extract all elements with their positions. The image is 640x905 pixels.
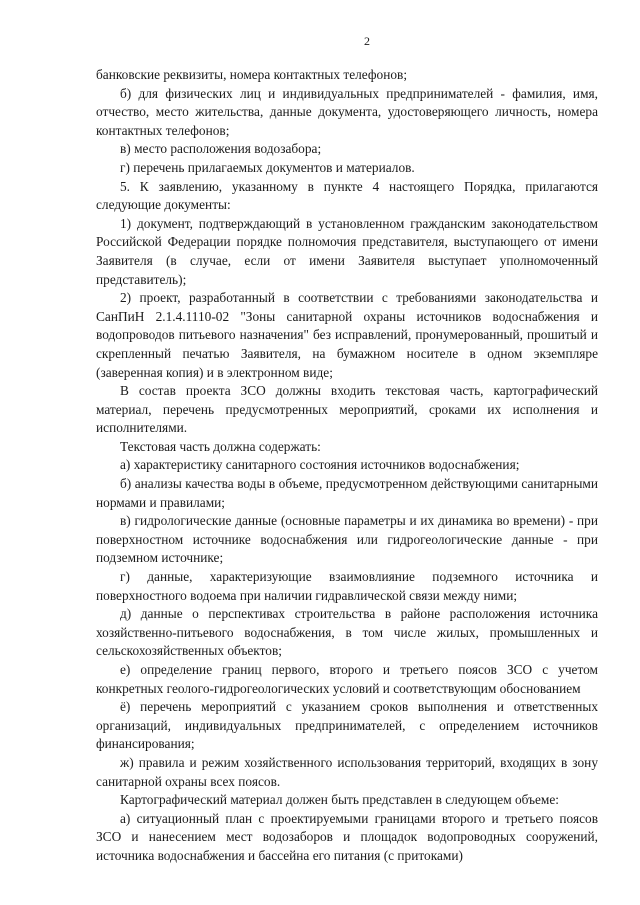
paragraph: д) данные о перспективах строительства в районе расположения источника хозяйственно-питьевого водоснабжения, в том числе жилых, промышленных и сельскохозяйственных объектов; (96, 606, 598, 659)
paragraph: Картографический материал должен быть представлен в следующем объеме: (120, 792, 560, 808)
paragraph: 5. К заявлению, указанному в пункте 4 настоящего Порядка, прилагаются следующие документы: (96, 178, 598, 213)
paragraph: в) место расположения водозабора; (120, 141, 322, 157)
paragraph: в) гидрологические данные (основные параметры и их динамика во времени) - при поверхностном источнике водоснабжения или гидрогеологические данные - при подземном источнике; (96, 513, 598, 566)
paragraph: 1) документ, подтверждающий в установленном гражданским законодательством Российской Федерации порядке полномочия представителя, выступающего от имени Заявителя (в случае, если от имени Заявителя выступает уполномоченный представитель); (96, 215, 598, 287)
document-body (96, 66, 598, 866)
paragraph: а) ситуационный план с проектируемыми границами второго и третьего поясов ЗСО и нанесением мест водозаборов и площадок водопроводных сооружений, источника водоснабжения и бассейна его питания (с притоками) (96, 810, 598, 863)
paragraph: ё) перечень мероприятий с указанием сроков выполнения и ответственных организаций, индивидуальных предпринимателей, с определением источников финансирования; (96, 699, 598, 752)
paragraph: г) перечень прилагаемых документов и материалов. (120, 159, 415, 175)
paragraph: б) для физических лиц и индивидуальных предпринимателей - фамилия, имя, отчество, место жительства, данные документа, удостоверяющего личность, номера контактных телефонов; (96, 85, 598, 138)
paragraph: банковские реквизиты, номера контактных телефонов; (96, 67, 408, 82)
paragraph: б) анализы качества воды в объеме, предусмотренном действующими санитарными нормами и правилами; (96, 476, 598, 510)
paragraph: В состав проекта ЗСО должны входить текстовая часть, картографический материал, перечень предусмотренных мероприятий, сроками их исполнения и исполнителями. (96, 383, 598, 436)
paragraph: а) характеристику санитарного состояния источников водоснабжения; (120, 457, 520, 473)
page-number: 2 (364, 34, 370, 48)
paragraph: е) определение границ первого, второго и третьего поясов ЗСО с учетом конкретных геолого-гидрогеологических условий и соответствующим обоснованием (96, 662, 598, 696)
paragraph: 2) проект, разработанный в соответствии с требованиями законодательства и СанПиН 2.1.4.1110-02 "Зоны санитарной охраны источников водоснабжения и водопроводов питьевого назначения" без исправлений, пронумерованный, прошитый и скрепленный печатью Заявителя, на бумажном носителе в одном экземпляре (заверенная копия) и в электронном виде; (96, 290, 598, 380)
paragraph: ж) правила и режим хозяйственного использования территорий, входящих в зону санитарной охраны всех поясов. (96, 754, 598, 789)
paragraph: г) данные, характеризующие взаимовлияние подземного источника и поверхностного водоема при наличии гидравлической связи между ними; (96, 569, 598, 603)
paragraph: Текстовая часть должна содержать: (120, 438, 321, 454)
